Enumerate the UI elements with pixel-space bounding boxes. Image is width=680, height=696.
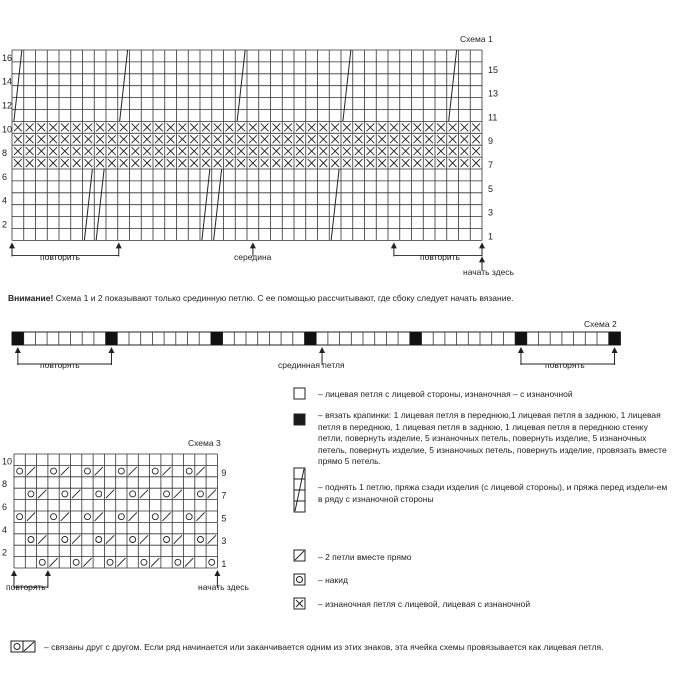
legend-pair-text: – связаны друг с другом. Если ряд начинается или заканчивается одним из этих знаков, эта ячейка схемы провязывается как лицевая петля. bbox=[44, 642, 604, 652]
scheme3-yarn-over bbox=[73, 559, 79, 565]
legend-tall-text: – поднять 1 петлю, пряжа сзади изделия (с лицевой стороны), и пряжа перед издели-ем в ряду с изнаночной стороны bbox=[318, 482, 668, 504]
scheme1-repeat-start-arrow bbox=[9, 242, 15, 256]
scheme3-left-row-number: 2 bbox=[2, 547, 8, 558]
scheme1-middle-label: середина bbox=[234, 252, 272, 262]
legend-filled-cell-icon bbox=[294, 414, 305, 425]
scheme3-left-row-number: 8 bbox=[2, 479, 8, 490]
scheme3-yarn-over bbox=[118, 468, 124, 474]
scheme1-right-row-number: 7 bbox=[488, 160, 494, 170]
legend-symbols bbox=[290, 380, 310, 610]
legend-slash-text: – 2 петли вместе прямо bbox=[318, 552, 412, 562]
scheme3-yarn-over bbox=[186, 468, 192, 474]
scheme3-k2tog bbox=[140, 535, 148, 543]
scheme3-gridlines bbox=[14, 454, 217, 568]
scheme3-k2tog bbox=[162, 467, 170, 475]
scheme3-k2tog bbox=[117, 558, 125, 566]
scheme3-yarn-over bbox=[39, 559, 45, 565]
scheme3-yarn-over bbox=[51, 468, 57, 474]
scheme3-k2tog bbox=[174, 535, 182, 543]
scheme1-title: Схема 1 bbox=[460, 34, 493, 44]
legend-circle-icon bbox=[294, 574, 305, 585]
scheme2-bobble-cell bbox=[211, 332, 223, 345]
scheme1-repeat2-end-arrow bbox=[479, 242, 485, 256]
scheme3-k2tog bbox=[72, 490, 80, 498]
scheme3-k2tog bbox=[162, 513, 170, 521]
legend-slash-icon bbox=[294, 550, 305, 561]
scheme3-yarn-over bbox=[84, 514, 90, 520]
scheme1-gridlines bbox=[12, 50, 482, 240]
scheme3-k2tog bbox=[106, 535, 114, 543]
scheme3-yarn-over bbox=[175, 559, 181, 565]
scheme1-left-row-number: 2 bbox=[2, 219, 8, 230]
scheme3-right-row-number: 9 bbox=[221, 467, 227, 478]
legend-tall-slip-icon bbox=[294, 468, 305, 512]
scheme3-yarn-over bbox=[51, 514, 57, 520]
legend-cross-text: – изнаночная петля с лицевой, лицевая с изнаночной bbox=[318, 599, 531, 609]
scheme1-right-row-number: 15 bbox=[488, 64, 499, 75]
scheme2-repeat-end-arrow bbox=[108, 347, 114, 365]
scheme1-right-row-number: 13 bbox=[488, 88, 499, 99]
scheme3-k2tog bbox=[140, 490, 148, 498]
scheme2-repeat-right-label: повторять bbox=[545, 360, 585, 370]
scheme2-repeat2-end-arrow bbox=[612, 347, 618, 365]
scheme3-grid bbox=[0, 440, 260, 600]
scheme3-k2tog bbox=[106, 490, 114, 498]
scheme3-yarn-over bbox=[96, 537, 102, 543]
scheme1-left-row-number: 12 bbox=[2, 100, 13, 111]
scheme1-right-row-number: 11 bbox=[488, 112, 498, 123]
scheme1-repeat-left-label: повторить bbox=[40, 252, 80, 262]
scheme3-yarn-over bbox=[130, 537, 136, 543]
scheme3-right-row-number: 1 bbox=[221, 559, 227, 569]
scheme3-yarn-over bbox=[96, 491, 102, 497]
scheme3-k2tog bbox=[38, 490, 46, 498]
scheme1-right-row-number: 1 bbox=[488, 231, 494, 242]
scheme2-title: Схема 2 bbox=[584, 319, 617, 329]
scheme3-yarn-over bbox=[164, 491, 170, 497]
scheme3-yarn-over bbox=[62, 537, 68, 543]
scheme2-bobble-cell bbox=[12, 332, 24, 345]
scheme1-repeat2-start-arrow bbox=[391, 242, 397, 256]
scheme3-yarn-over bbox=[141, 559, 147, 565]
scheme3-yarn-over bbox=[164, 537, 170, 543]
scheme3-k2tog bbox=[38, 535, 46, 543]
scheme3-start-label: начать здесь bbox=[198, 582, 249, 592]
scheme1-left-row-number: 16 bbox=[2, 52, 13, 63]
scheme1-right-row-number: 3 bbox=[488, 207, 494, 218]
scheme2-repeat-start-arrow bbox=[15, 347, 21, 365]
scheme1-repeat-right-label: повторить bbox=[420, 252, 460, 262]
scheme3-left-row-number: 6 bbox=[2, 502, 8, 512]
scheme3-k2tog bbox=[174, 490, 182, 498]
scheme3-yarn-over bbox=[118, 514, 124, 520]
scheme2-repeat-left-label: повторять bbox=[40, 360, 80, 370]
scheme1-right-row-number: 9 bbox=[488, 136, 494, 147]
scheme3-right-row-number: 5 bbox=[221, 513, 227, 524]
scheme2-middle-label: срединная петля bbox=[278, 360, 345, 370]
scheme3-yarn-over bbox=[152, 514, 158, 520]
attention-note-text: Схема 1 и 2 показывают только срединную петлю. С ее помощью рассчитывают, где сбоку следует начать вязание. bbox=[53, 293, 514, 303]
legend-empty-text: – лицевая петля с лицевой стороны, изнаночная – с изнаночной bbox=[318, 389, 573, 399]
scheme3-k2tog bbox=[208, 535, 216, 543]
scheme3-k2tog bbox=[196, 467, 204, 475]
scheme1-left-row-number: 10 bbox=[2, 124, 13, 135]
scheme3-k2tog bbox=[27, 513, 35, 521]
scheme2-bobble-cell bbox=[305, 332, 317, 345]
legend-cross-icon bbox=[294, 598, 305, 609]
scheme3-k2tog bbox=[185, 558, 193, 566]
scheme3-left-row-number: 10 bbox=[2, 456, 13, 467]
scheme3-yarn-over bbox=[17, 468, 23, 474]
scheme3-k2tog bbox=[129, 467, 137, 475]
legend-circle-text: – накид bbox=[318, 575, 348, 585]
scheme3-right-row-number: 3 bbox=[221, 536, 227, 547]
scheme3-yarn-over bbox=[130, 491, 136, 497]
scheme3-left-row-number: 4 bbox=[2, 524, 8, 535]
scheme3-k2tog bbox=[49, 558, 57, 566]
scheme1-repeat-end-arrow bbox=[116, 242, 122, 256]
scheme3-k2tog bbox=[72, 535, 80, 543]
scheme3-k2tog bbox=[208, 490, 216, 498]
scheme3-yarn-over bbox=[84, 468, 90, 474]
scheme1-start-label: начать здесь bbox=[463, 267, 514, 277]
scheme3-k2tog bbox=[129, 513, 137, 521]
legend-filled-text: – вязать крапинки: 1 лицевая петля в переднюю,1 лицевая петля в заднюю, 1 лицевая петля в переднюю, 1 лицевая петля в заднюю, 1 лицевая петля в переднюю стенку петли, повернуть изделие, 5 изнаночных петель, повернуть изделие, 5 изнаночных петель, повернуть изделие, 5 изнаночных петель, повернуть изделие, провязать вместе прямо 5 петель. bbox=[318, 410, 667, 466]
attention-note-bold: Внимание! bbox=[8, 293, 54, 303]
scheme3-repeat-label: повторять bbox=[6, 582, 46, 592]
legend-pair-icon bbox=[10, 640, 40, 654]
scheme1-left-row-number: 8 bbox=[2, 148, 8, 159]
scheme3-yarn-over bbox=[17, 514, 23, 520]
scheme2-bobble-cell bbox=[515, 332, 527, 345]
scheme2-bobble-cell bbox=[609, 332, 621, 345]
scheme3-title: Схема 3 bbox=[188, 438, 221, 448]
scheme3-k2tog bbox=[95, 513, 103, 521]
scheme1-left-row-number: 4 bbox=[2, 195, 8, 206]
scheme1-right-row-number: 5 bbox=[488, 183, 494, 194]
scheme3-yarn-over bbox=[62, 491, 68, 497]
scheme1-grid bbox=[0, 0, 680, 290]
scheme3-yarn-over bbox=[152, 468, 158, 474]
scheme3-k2tog bbox=[61, 513, 69, 521]
scheme3-right-row-number: 7 bbox=[221, 490, 227, 501]
legend-empty-cell-icon bbox=[294, 388, 305, 399]
scheme3-yarn-over bbox=[197, 537, 203, 543]
scheme3-k2tog bbox=[27, 467, 35, 475]
scheme3-yarn-over bbox=[209, 559, 215, 565]
scheme3-yarn-over bbox=[28, 491, 34, 497]
scheme3-k2tog bbox=[151, 558, 159, 566]
scheme3-yarn-over bbox=[28, 537, 34, 543]
scheme3-k2tog bbox=[61, 467, 69, 475]
scheme3-k2tog bbox=[83, 558, 91, 566]
scheme1-left-row-number: 6 bbox=[2, 171, 8, 182]
scheme1-left-row-number: 14 bbox=[2, 76, 13, 87]
scheme2-bobble-cell bbox=[106, 332, 118, 345]
scheme3-k2tog bbox=[95, 467, 103, 475]
scheme2-bobble-cell bbox=[410, 332, 422, 345]
scheme3-yarn-over bbox=[197, 491, 203, 497]
scheme3-k2tog bbox=[196, 513, 204, 521]
scheme3-yarn-over bbox=[107, 559, 113, 565]
scheme2-repeat2-start-arrow bbox=[518, 347, 524, 365]
scheme3-yarn-over bbox=[186, 514, 192, 520]
